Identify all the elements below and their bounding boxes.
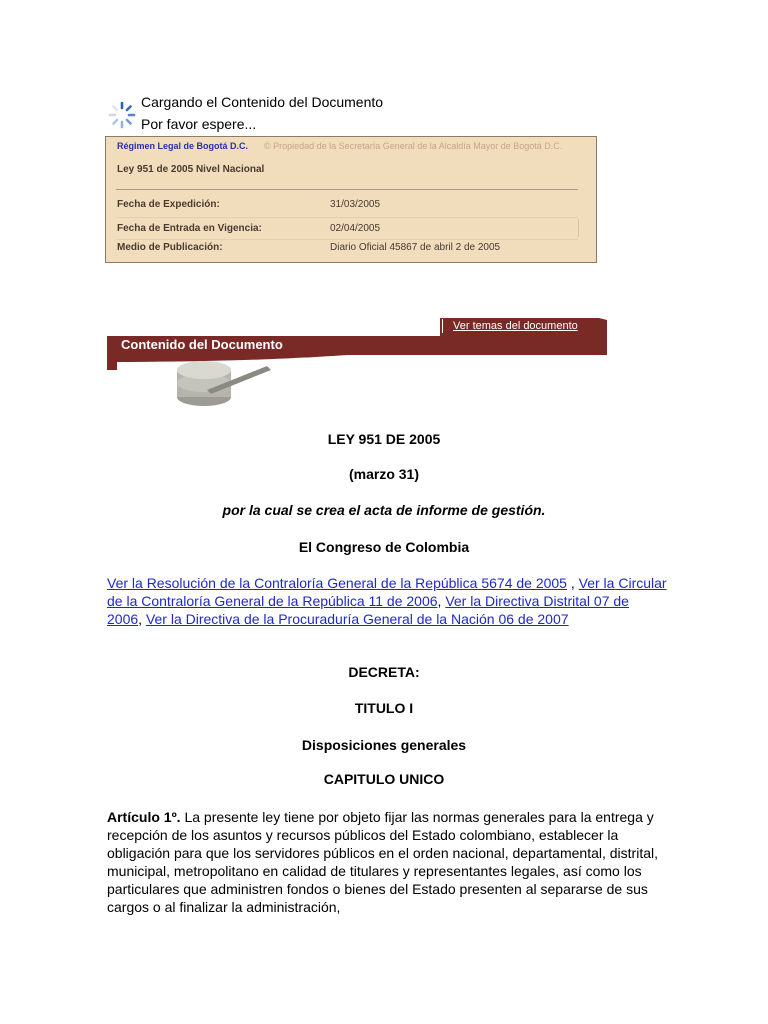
link-directiva-06[interactable]: Ver la Directiva de la Procuraduría General de la Nación 06 de 2007 (145, 611, 569, 627)
article-label: Artículo 1º. (107, 809, 181, 825)
spinner-icon (107, 100, 137, 130)
document-info-box (105, 136, 597, 263)
regimen-link[interactable]: Régimen Legal de Bogotá D.C. (117, 141, 249, 151)
fecha-vigencia-label: Fecha de Entrada en Vigencia: (117, 223, 262, 234)
propiedad-notice: © Propiedad de la Secretaría General de la Alcaldía Mayor de Bogotá D.C. (264, 141, 563, 151)
law-title: LEY 951 DE 2005 (327, 431, 441, 447)
article-1 (107, 808, 667, 916)
capitulo-heading: CAPITULO UNICO (323, 771, 445, 787)
titulo-heading: TITULO I (354, 700, 414, 716)
row-divider (116, 217, 578, 218)
link-separator: , (566, 575, 579, 591)
fecha-expedicion-label: Fecha de Expedición: (117, 199, 220, 210)
link-separator: , (138, 611, 146, 627)
link-resolucion-5674[interactable]: Ver la Resolución de la Contraloría General de la República 5674 de 2005 (107, 575, 567, 591)
law-date: (marzo 31) (348, 466, 420, 482)
law-issuer: El Congreso de Colombia (298, 539, 470, 555)
article-text: La presente ley tiene por objeto fijar las normas generales para la entrega y recepción de los asuntos y recursos públicos del Estado colombiano, establecer la obligación para que los servidores públicos en el orden nacional, departamental, distrital, municipal, metropolitano en calidad de titulares y representantes legales, así como los particulares que administren fondos o bienes del Estado presenten al separarse de sus cargos o al finalizar la administración, (107, 809, 658, 915)
fecha-vigencia-value: 02/04/2005 (330, 223, 381, 234)
link-separator: , (437, 593, 446, 609)
related-links (107, 574, 667, 628)
link-circular-11[interactable]: Ver la Circular de la Contraloría General de la República 11 de 2006 (107, 575, 667, 609)
ley-nivel-label: Ley 951 de 2005 Nivel Nacional (117, 164, 265, 175)
database-icon (177, 361, 271, 406)
contenido-header (107, 318, 607, 413)
fecha-expedicion-value: 31/03/2005 (330, 199, 381, 210)
info-divider (116, 189, 578, 190)
link-directiva-07[interactable]: Ver la Directiva Distrital 07 de 2006 (107, 593, 629, 627)
header-banner-graphic (107, 318, 607, 413)
loading-message: Cargando el Contenido del Documento (141, 94, 384, 110)
row-divider (116, 239, 578, 240)
law-subtitle: por la cual se crea el acta de informe de gestión. (222, 502, 546, 518)
decreta-heading: DECRETA: (348, 664, 420, 680)
disposiciones-heading: Disposiciones generales (301, 737, 467, 753)
loading-wait-message: Por favor espere... (141, 116, 257, 132)
contenido-title: Contenido del Documento (121, 337, 283, 352)
medio-publicacion-label: Medio de Publicación: (117, 242, 223, 253)
ver-temas-link[interactable]: Ver temas del documento (453, 320, 578, 332)
row-separator (578, 219, 579, 237)
medio-publicacion-value: Diario Oficial 45867 de abril 2 de 2005 (330, 242, 501, 253)
